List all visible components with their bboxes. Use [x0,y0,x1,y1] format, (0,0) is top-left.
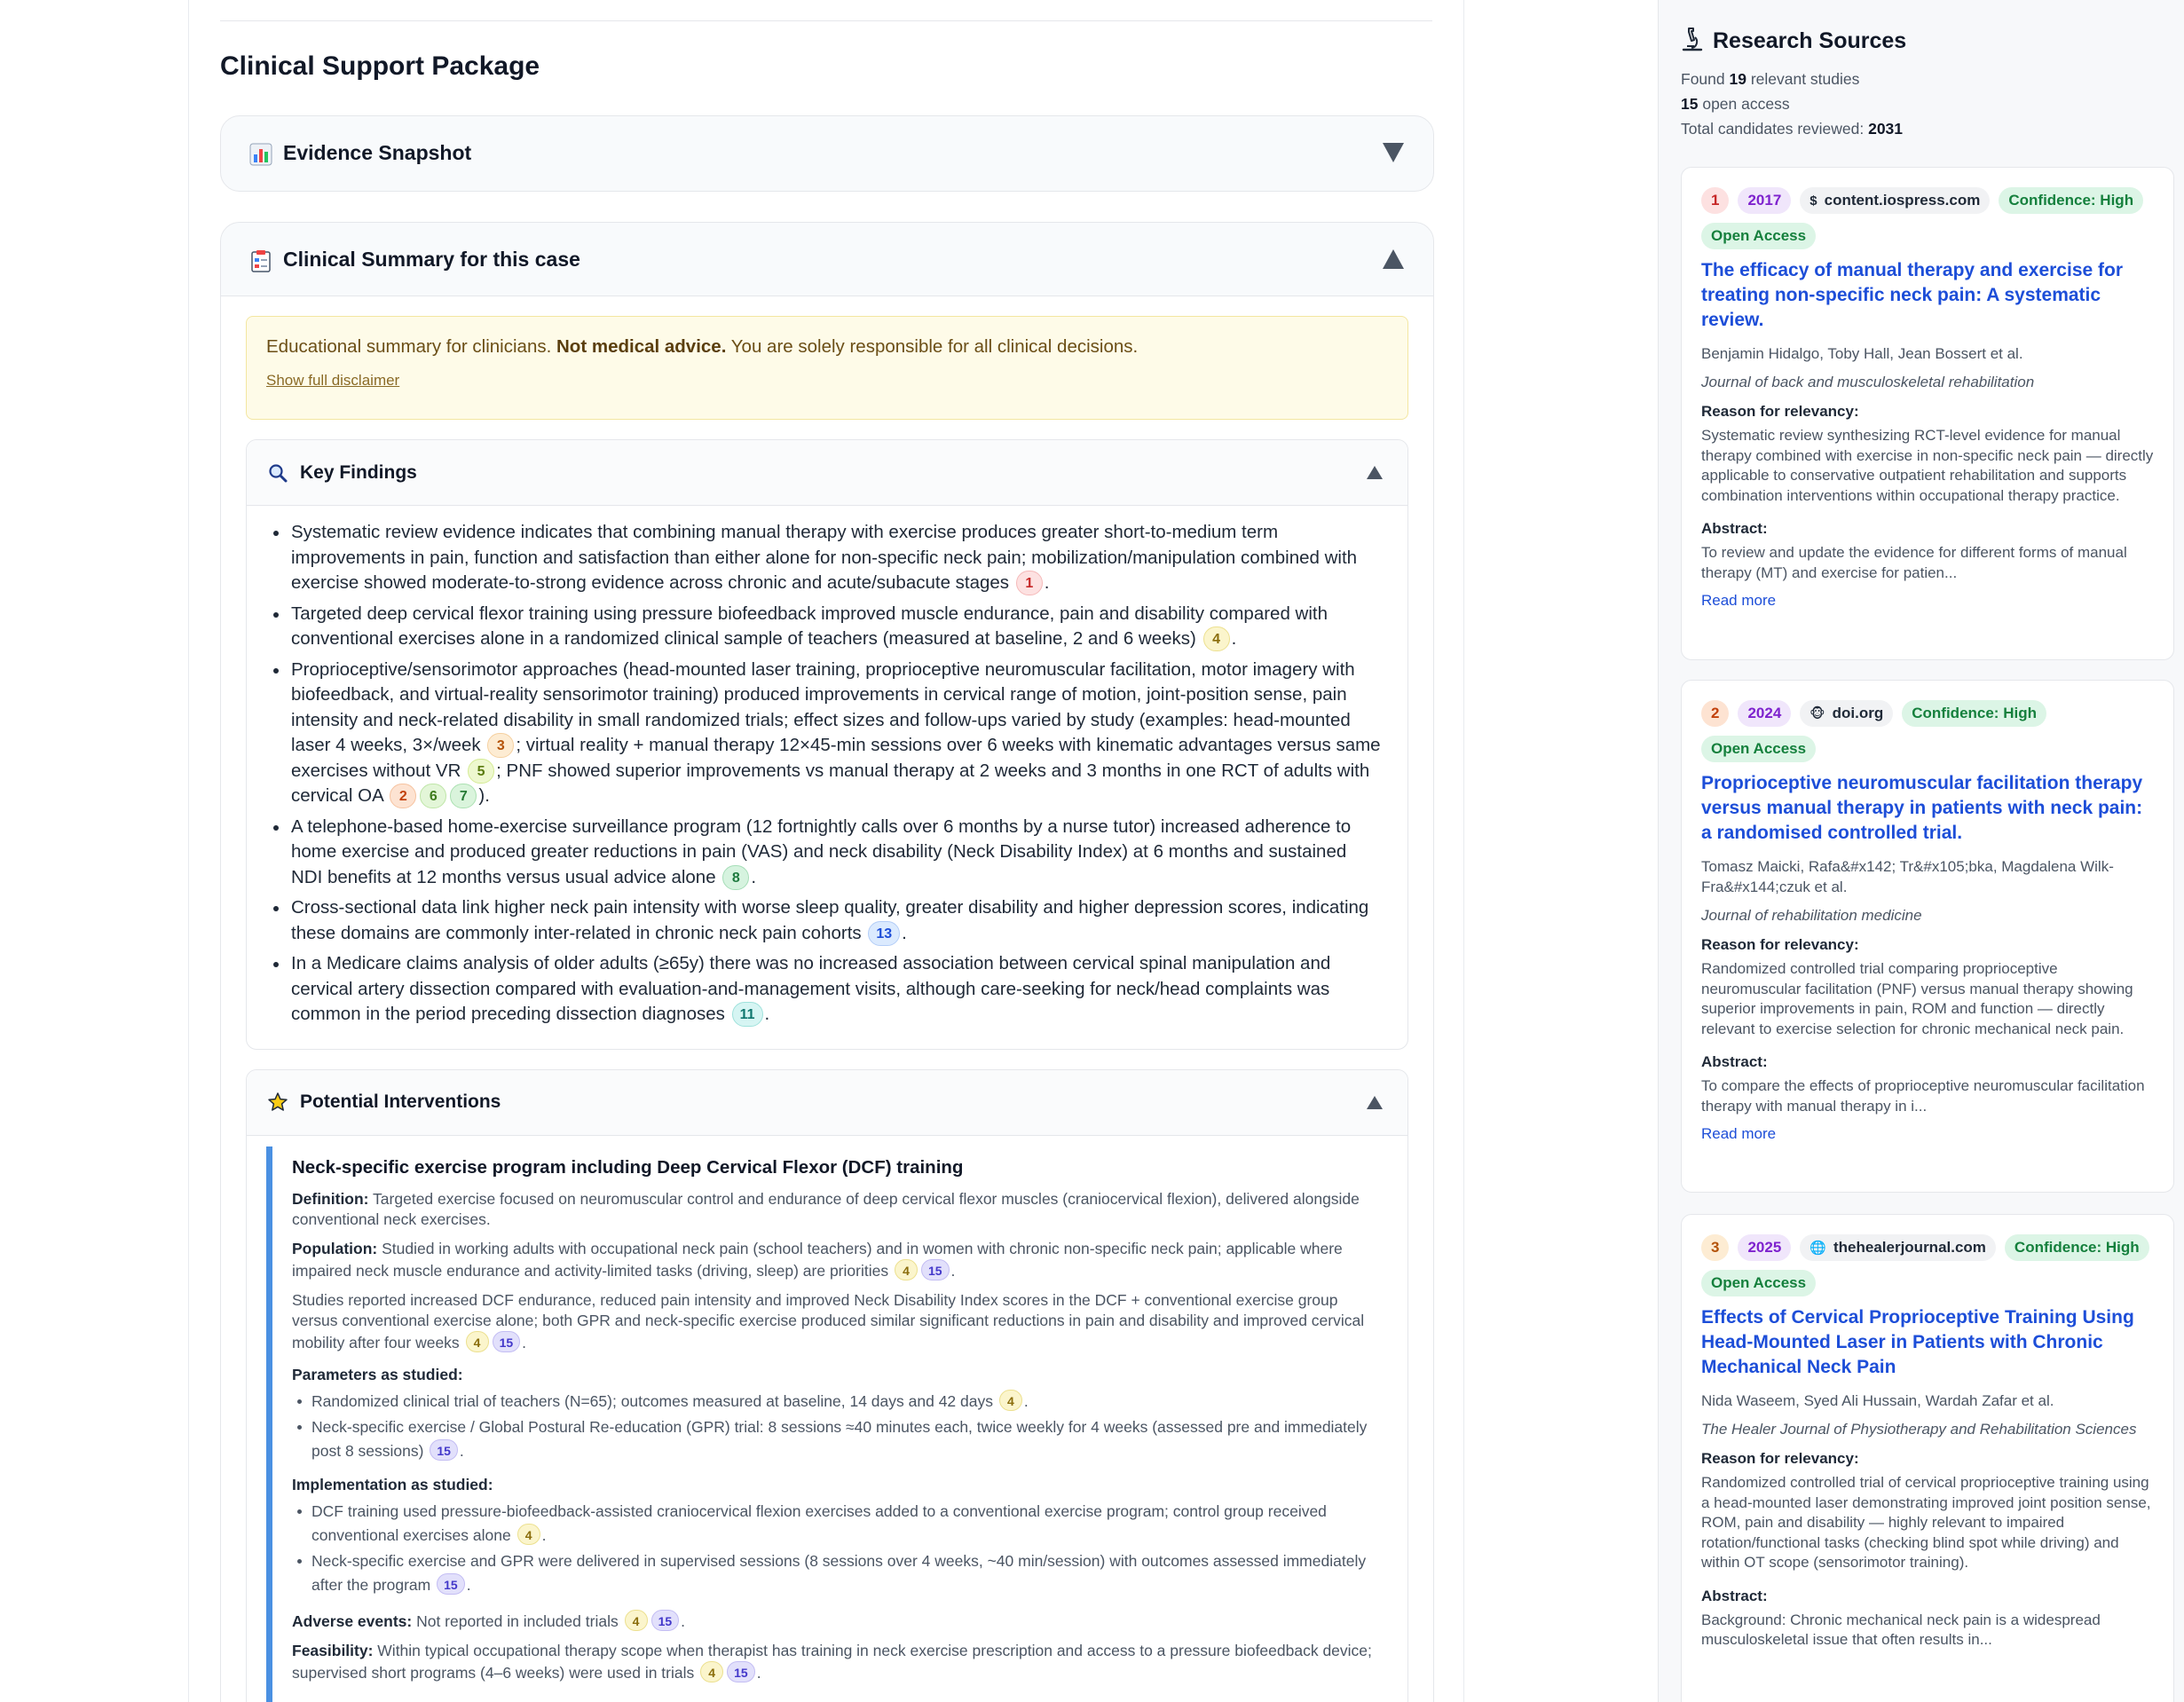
source-tags [1701,1234,2154,1296]
clinical-summary-header[interactable] [221,223,1433,295]
confidence-badge: Confidence: High [2005,1234,2149,1261]
abstract-label: Abstract: [1701,520,1768,537]
key-findings-header[interactable] [247,440,1407,506]
list-item: Systematic review evidence indicates that combining manual therapy with exercise produces greater short-to-medium term improvements in pain, function and satisfaction than either alone for non-specific neck pain; mobilization/manipulation combined with exercise showed moderate-to-strong evidence across chronic and acute/subacute stages 1 . [291,520,1381,596]
source-number-badge: 2 [1701,700,1729,727]
source-authors: Tomasz Maicki, Rafa&#x142; Tr&#x105;bka, Magdalena Wilk-Fra&#x144;czuk et al. [1701,858,2114,895]
intervention-definition: Definition: Targeted exercise focused on neuromuscular control and endurance of deep cervical flexor muscles (craniocervical flexion), delivered alongside conventional neck exercises. [292,1189,1360,1228]
reason-text: Randomized controlled trial of cervical proprioceptive training using a head-mounted laser demonstrating improved joint position sense, ROM, pain and disability — highly relevant to impaired rotation/functional tasks (checking blind spot while driving) and within OT scope (sensorimotor training). [1701,1474,2151,1571]
intervention-adverse-events: Adverse events: Not reported in included trials 4 15 . [292,1610,1381,1632]
reason-text: Systematic review synthesizing RCT-level evidence for manual therapy combined with exercise in non-specific neck pain — directly applicable to conservative outpatient rehabilitation and supports combination interventions within occupational therapy practice. [1701,427,2154,504]
source-journal: The Healer Journal of Physiotherapy and Rehabilitation Sciences [1701,1421,2137,1438]
citation-badge[interactable]: 5 [468,759,494,784]
chevron-up-icon[interactable] [1361,466,1388,479]
reason-label: Reason for relevancy: [1701,936,1859,953]
citation-badge[interactable]: 2 [390,784,416,808]
list-item: A telephone-based home-exercise surveillance program (12 fortnightly calls over 6 months by a nurse tutor) increased adherence to home exercise and produced greater reductions in pain (VAS) and neck disability (Neck Disability Index) at 6 months and sustained NDI benefits at 12 months versus usual advice alone 8 . [291,815,1381,891]
citation-badge[interactable]: 15 [493,1331,521,1352]
research-sources-title: Research Sources [1713,28,1907,53]
source-authors: Benjamin Hidalgo, Toby Hall, Jean Bossert et al. [1701,345,2023,362]
open-access-badge: Open Access [1701,1270,1816,1296]
star-icon [266,1091,289,1114]
citation-badge[interactable]: 8 [722,865,749,890]
source-number-badge: 1 [1701,187,1729,214]
list-item: Targeted deep cervical flexor training using pressure biofeedback improved muscle endurance, pain and disability compared with conventional exercises alone in a randomized clinical sample of teachers (measured at baseline, 2 and 6 weeks) 4 . [291,602,1381,652]
citation-badge[interactable]: 13 [868,921,900,946]
reason-label: Reason for relevancy: [1701,403,1859,420]
found-count: Found 19 relevant studies [1681,70,1860,88]
open-access-badge: Open Access [1701,736,1816,762]
citation-badge[interactable]: 4 [895,1259,918,1280]
year-badge: 2024 [1738,700,1791,727]
citation-badge[interactable]: 1 [1016,571,1043,595]
evidence-snapshot-title: Evidence Snapshot [283,140,472,164]
interventions-section [246,1069,1408,1702]
reason-label: Reason for relevancy: [1701,1450,1859,1467]
citation-badge[interactable]: 15 [921,1259,950,1280]
source-journal: Journal of rehabilitation medicine [1701,907,1922,924]
open-access-badge: Open Access [1701,223,1816,249]
intervention-title: Neck-specific exercise program including Deep Cervical Flexor (DCF) training [292,1156,964,1178]
source-tags [1701,187,2154,249]
source-journal: Journal of back and musculoskeletal rehabilitation [1701,374,2035,390]
year-badge: 2025 [1738,1234,1791,1261]
list-item: Proprioceptive/sensorimotor approaches (head-mounted laser training, proprioceptive neuromuscular facilitation, motor imagery with biofeedback, and virtual-reality sensorimotor training) produced improvements in cervical range of motion, joint-position sense, pain intensity and neck-related disability in small randomized trials; effect sizes and follow-ups varied by study (examples: head-mounted laser 4 weeks, 3×/week 3 ; virtual reality + manual therapy 12×45-min sessions over 6 weeks with kinematic advantages versus same exercises without VR 5 ; PNF showed superior improvements vs manual therapy at 2 weeks and 3 months in one RCT of adults with cervical OA 2 6 7 ). [291,658,1381,809]
site-badge: 🐵 doi.org [1800,700,1893,727]
citation-badge[interactable]: 11 [732,1002,763,1027]
citation-badge[interactable]: 3 [487,733,514,758]
clinical-package-pane [188,0,1464,1702]
site-icon: 🌐 [1809,1241,1826,1256]
abstract-text: Background: Chronic mechanical neck pain is a widespread musculoskeletal issue that often results in... [1701,1611,2101,1648]
total-reviewed: Total candidates reviewed: 2031 [1681,120,1904,138]
chevron-up-icon[interactable] [1380,249,1407,269]
citation-badge[interactable]: 4 [999,1390,1022,1411]
citation-badge[interactable]: 4 [625,1610,648,1631]
key-findings-section [246,439,1408,1050]
confidence-badge: Confidence: High [1902,700,2046,727]
list-item: In a Medicare claims analysis of older adults (≥65y) there was no increased association between cervical spinal manipulation and cervical artery dissection compared with evaluation-and-management visits, although care-seeking for neck/head complaints was common in the period preceding dissection diagnoses 11 . [291,951,1381,1028]
source-title-link[interactable]: Proprioceptive neuromuscular facilitation therapy versus manual therapy in patients with neck pain: a randomised controlled trial. [1701,773,2143,843]
abstract-label: Abstract: [1701,1053,1768,1070]
citation-badge[interactable]: 4 [1203,626,1230,651]
open-access-count: 15 open access [1681,95,1790,113]
site-icon: 🐵 [1809,706,1825,721]
abstract-label: Abstract: [1701,1587,1768,1604]
source-card [1681,167,2174,660]
disclaimer-text: Educational summary for clinicians. Not medical advice. You are solely responsible for all clinical decisions. [266,336,1139,357]
interventions-title: Potential Interventions [300,1091,501,1112]
abstract-text: To compare the effects of proprioceptive neuromuscular facilitation therapy with manual therapy in i... [1701,1077,2145,1115]
divider [220,20,1432,21]
site-badge: $ content.iospress.com [1800,187,1990,214]
read-more-link[interactable]: Read more [1701,592,1777,609]
source-title-link[interactable]: The efficacy of manual therapy and exercise for treating non-specific neck pain: A systematic review. [1701,260,2124,330]
research-sources-stats [1681,67,1903,141]
citation-badge[interactable]: 7 [450,784,477,808]
key-findings-title: Key Findings [300,461,417,483]
abstract-text: To review and update the evidence for different forms of manual therapy (MT) and exercise for patien... [1701,544,2127,581]
citation-badge[interactable]: 15 [437,1573,465,1595]
source-title-link[interactable]: Effects of Cervical Proprioceptive Training Using Head-Mounted Laser in Patients with Chronic Mechanical Neck Pain [1701,1307,2134,1377]
site-icon: $ [1809,193,1817,209]
implementation-list [292,1500,1381,1597]
research-sources-pane[interactable] [1658,0,2184,1702]
research-sources-header [1681,27,1906,56]
intervention-card [266,1146,1407,1702]
clinical-summary-accordion [220,222,1434,1702]
source-number-badge: 3 [1701,1234,1729,1261]
disclaimer-bold: Not medical advice. [556,336,727,357]
bar-chart-icon [248,139,274,166]
list-item: Neck-specific exercise / Global Postural Re-education (GPR) trial: 8 sessions ≈40 minutes each, twice weekly for 4 weeks (assessed pre and immediately post 8 sessions) 15 . [311,1415,1381,1463]
evidence-snapshot-header[interactable] [221,116,1433,189]
clipboard-icon [248,246,274,272]
intervention-population: Population: Studied in working adults with occupational neck pain (school teachers) and in women with chronic non-specific neck pain; applicable where impaired neck muscle endurance and activity-limited tasks (driving, sleep) are priorities 4 15 . [292,1239,1343,1280]
year-badge: 2017 [1738,187,1791,214]
magnifier-icon [266,461,289,485]
citation-badge[interactable]: 4 [466,1331,489,1352]
list-item: Neck-specific exercise and GPR were delivered in supervised sessions (8 sessions over 4 weeks, ~40 min/session) with outcomes assessed immediately after the program 15 . [311,1549,1381,1597]
list-item: Cross-sectional data link higher neck pain intensity with worse sleep quality, greater disability and higher depression scores, indicating these domains are commonly inter-related in chronic neck pain cohorts 13 . [291,895,1381,946]
read-more-link[interactable]: Read more [1701,1125,1777,1142]
citation-badge[interactable]: 15 [430,1439,458,1461]
clinical-summary-body [221,295,1433,1702]
citation-badge[interactable]: 15 [727,1661,755,1682]
show-full-disclaimer-link[interactable]: Show full disclaimer [266,372,400,389]
source-tags [1701,700,2154,762]
list-item: Randomized clinical trial of teachers (N=65); outcomes measured at baseline, 14 days and 42 days 4 . [311,1390,1381,1414]
source-card [1681,680,2174,1193]
clinical-summary-title: Clinical Summary for this case [283,247,580,271]
interventions-header[interactable] [247,1070,1407,1136]
list-item: DCF training used pressure-biofeedback-assisted craniocervical flexion exercises added to a conventional exercise program; control group received conventional exercises alone 4 . [311,1500,1381,1548]
source-card [1681,1214,2174,1702]
citation-badge[interactable]: 4 [517,1524,540,1545]
confidence-badge: Confidence: High [1999,187,2143,214]
disclaimer-box [246,316,1408,420]
key-findings-list [247,506,1407,1049]
intervention-feasibility: Feasibility: Within typical occupational therapy scope when therapist has training in neck exercise prescription and access to a pressure biofeedback device; supervised short programs (4–6 weeks) were used in trials 4 15 . [292,1641,1372,1682]
citation-badge[interactable]: 6 [420,784,446,808]
evidence-snapshot-accordion[interactable] [220,115,1434,192]
site-badge: 🌐 thehealerjournal.com [1800,1234,1996,1261]
source-authors: Nida Waseem, Syed Ali Hussain, Wardah Zafar et al. [1701,1392,2054,1409]
chevron-up-icon[interactable] [1361,1096,1388,1109]
page-title: Clinical Support Package [220,51,540,81]
parameters-heading: Parameters as studied: [292,1365,463,1383]
reason-text: Randomized controlled trial comparing proprioceptive neuromuscular facilitation (PNF) versus manual therapy showing superior improvements in pain, ROM and function — directly relevant to exercise selection for chronic mechanical neck pain. [1701,960,2133,1037]
parameters-list [292,1390,1381,1463]
implementation-heading: Implementation as studied: [292,1475,493,1493]
citation-badge[interactable]: 4 [700,1661,723,1682]
microscope-icon [1681,27,1704,56]
intervention-outcomes: Studies reported increased DCF endurance, reduced pain intensity and improved Neck Disability Index scores in the DCF + conventional exercise group versus conventional exercise alone; both GPR and neck-specific exercise produced similar significant reductions in pain and disability and improved cervical mobility after four weeks 4 15 . [292,1290,1365,1351]
citation-badge[interactable]: 15 [651,1610,680,1631]
chevron-down-icon[interactable] [1380,143,1407,162]
